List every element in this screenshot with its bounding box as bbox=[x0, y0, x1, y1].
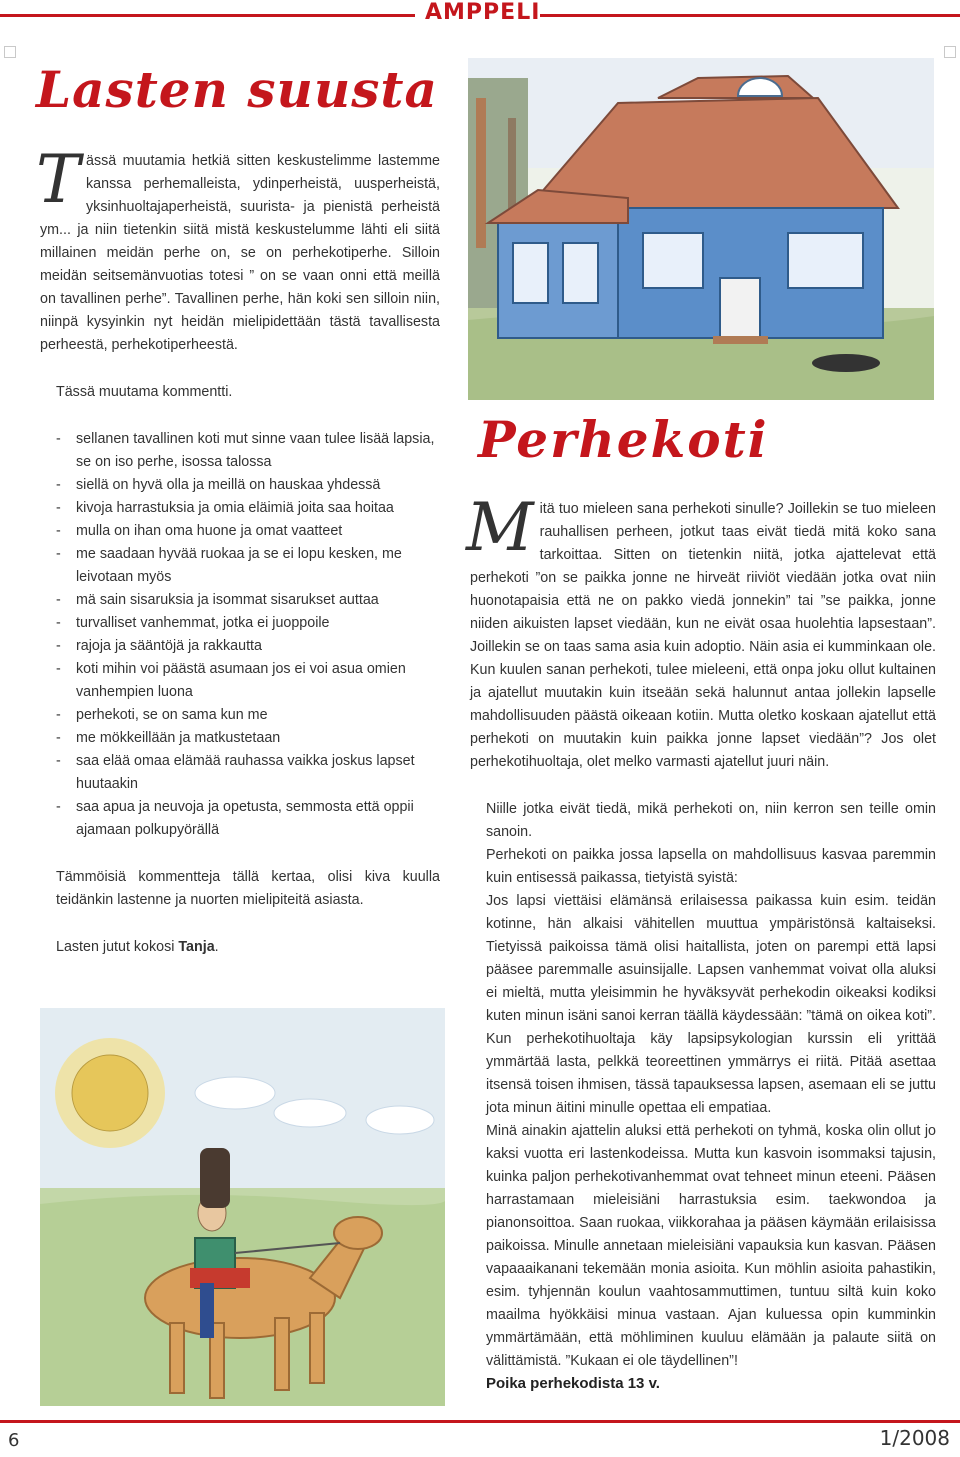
magazine-brand: AMPPELI bbox=[425, 0, 541, 25]
list-item: - siellä on hyvä olla ja meillä on hauskaa yhdessä bbox=[40, 474, 440, 497]
intro-text: ässä muutamia hetkiä sitten keskustelimme lastemme kanssa perhemalleista, ydinperheistä, uusperheistä, yksinhuoltajaperheistä, suurista- ja pienistä perheistä ym... ja niin tietenkin siitä mistä keskustelumme lähti eli siitä millainen meidän perhe on, se on perhekotiperhe. Silloin meidän seitsemänvuotias totesi ” on se vaan onni että meillä on tavallinen perhe”. Tavallinen perhe, hän koki sen silloin niin, niinpä kysyinkin nyt heidän mielipidettään tästä tavallisesta perheestä, perhekotiperheestä. bbox=[40, 153, 440, 353]
drop-cap: T bbox=[36, 141, 81, 218]
list-item: - sellanen tavallinen koti mut sinne vaan tulee lisää lapsia, se on iso perhe, isossa talossa bbox=[40, 428, 440, 474]
list-item: - saa apua ja neuvoja ja opetusta, semmosta että oppii ajamaan polkupyörällä bbox=[40, 796, 440, 842]
list-item: - saa elää omaa elämää rauhassa vaikka joskus lapset huutaakin bbox=[40, 750, 440, 796]
credit-name: Tanja bbox=[178, 939, 215, 955]
horse-drawing bbox=[40, 1008, 445, 1406]
article-title-left: Lasten suusta bbox=[36, 60, 438, 119]
paragraph: Mitä tuo mieleen sana perhekoti sinulle? Joillekin se tuo mieleen rauhallisen perheen, jotkut taas eivät tiedä mitä koko sana tarkoittaa. Sitten on tietenkin niitä, jotka ajattelevat että perhekoti ”on se paikka jonne ne hirveät riiviöt viedään jotka ovat niin huonotapaisia että ne on pakko viedä jonnekin” tai ”se paikka, jonne niiden aikuisten lapset viedään, kun ne eivät osaa huolehtia lapsestaan”. Joillekin se on taas sama asia kuin adoptio. Näin asia ei kumminkaan ole. Kun kuulen sanan perhekoti, tulee mieleeni, että onpa joku ollut kultainen ja ajatellut muutakin kuin itseään sekä halunnut antaa jollekin lapselle mahdollisuuden päästä oikeaan kotiin. Mutta oletko koskaan ajatellut että perhekoti on muutakin kuin paikka jonne lapset viedään”? Jos olet perhekotihuoltaja, olet melko varmasti ajatellut juuri näin. bbox=[466, 489, 936, 770]
header-rule-right bbox=[540, 14, 960, 17]
paragraph: Minä ainakin ajattelin aluksi että perhekoti on tyhmä, koska olin ollut jo kaksi vuotta eri lastenkodeissa. Mutta kun kasvoin isommaksi tajusin, kuinka paljon perhekotivanhemmat ovat tehneet minun eteeni. Pääsen harrastamaan mieleisiäni harrastuksia esim. taekwondoa ja pianonsoittoa. Saan ruokaa, viikkorahaa ja pääsen käymään erilaisissa paikoissa. Minulle annetaan mieleisiäni vapauksia kun kasvan. Pääsen vapaaaikanani tekemään monia asioita. Kun möhlin asioita pahastikin, esim. tyhjennän koulun vaahtosammuttimen, tuntuu siltä kuin koko maailma hyökkäisi minua vastaan. Ajan kuluessa opin kumminkin ymmärtämään, että möhliminen kuuluu elämään ja palaute siitä on välittämistä. ”Kukaan ei ole täydellinen”! bbox=[486, 1123, 936, 1369]
intro-paragraph bbox=[36, 141, 440, 357]
list-item: - perhekoti, se on sama kun me bbox=[40, 704, 440, 727]
issue-number: 1/2008 bbox=[879, 1426, 950, 1450]
list-item: - rajoja ja sääntöjä ja rakkautta bbox=[40, 635, 440, 658]
right-column bbox=[466, 489, 936, 1373]
signature: Poika perhekodista 13 v. bbox=[486, 1375, 660, 1392]
header-rule-left bbox=[0, 14, 415, 17]
list-item: - me mökkeillään ja matkustetaan bbox=[40, 727, 440, 750]
page-number: 6 bbox=[8, 1430, 20, 1451]
house-drawing bbox=[468, 58, 934, 400]
crop-mark bbox=[4, 46, 16, 58]
list-item: - turvalliset vanhemmat, jotka ei juoppoile bbox=[40, 612, 440, 635]
comments-intro: Tässä muutama kommentti. bbox=[56, 384, 233, 400]
paragraph: Jos lapsi viettäisi elämänsä erilaisessa paikassa kuin esim. teidän kotinne, hän alkaisi vähitellen muuttua ympäristönsä kaltaiseksi. Tietyissä paikoissa tämä olisi haitallista, joten on parempi että lapsi pääsee paremmalle asuinsijalle. Lapsen vanhemmat voivat olla aluksi ei mieltä, mutta yleisimmin he hyväksyvät perhekodin oikeaksi kodiksi kuten minun isäni sanoi kerran täällä käydessään: ”tämä on oikea koti”. Kun perhekotihuoltaja käy lapsipsykologian kurssin eli yrittää ymmärtää lasta, pelkkä teoreettinen ymmärrys ei riitä. Pitää asettaa itsensä toisen ihmisen, tässä tapauksessa lapsen, asemaan eli se juttu jota minun äitini minulle opettaa eli empatiaa. bbox=[486, 893, 936, 1116]
footer-rule bbox=[0, 1420, 960, 1423]
closing-paragraph: Tämmöisiä kommentteja tällä kertaa, olisi kiva kuulla teidänkin lastenne ja nuorten mielipiteitä asiasta. bbox=[56, 869, 440, 908]
comments-list bbox=[40, 428, 440, 842]
list-item: - me saadaan hyvää ruokaa ja se ei lopu kesken, me leivotaan myös bbox=[40, 543, 440, 589]
credit-line: Lasten jutut kokosi Tanja. bbox=[56, 939, 219, 955]
paragraph: Niille jotka eivät tiedä, mikä perhekoti on, niin kerron sen teille omin sanoin. bbox=[486, 801, 936, 840]
article-title-right: Perhekoti bbox=[478, 410, 769, 469]
paragraph: Perhekoti on paikka jossa lapsella on mahdollisuus kasvaa paremmin kuin entisessä paikassa, tietyistä syistä: bbox=[486, 847, 936, 886]
crop-mark bbox=[944, 46, 956, 58]
left-column bbox=[36, 141, 440, 959]
drop-cap: M bbox=[466, 489, 534, 566]
list-item: - mulla on ihan oma huone ja omat vaatteet bbox=[40, 520, 440, 543]
list-item: - kivoja harrastuksia ja omia eläimiä joita saa hoitaa bbox=[40, 497, 440, 520]
list-item: - koti mihin voi päästä asumaan jos ei voi asua omien vanhempien luona bbox=[40, 658, 440, 704]
list-item: - mä sain sisaruksia ja isommat sisarukset auttaa bbox=[40, 589, 440, 612]
